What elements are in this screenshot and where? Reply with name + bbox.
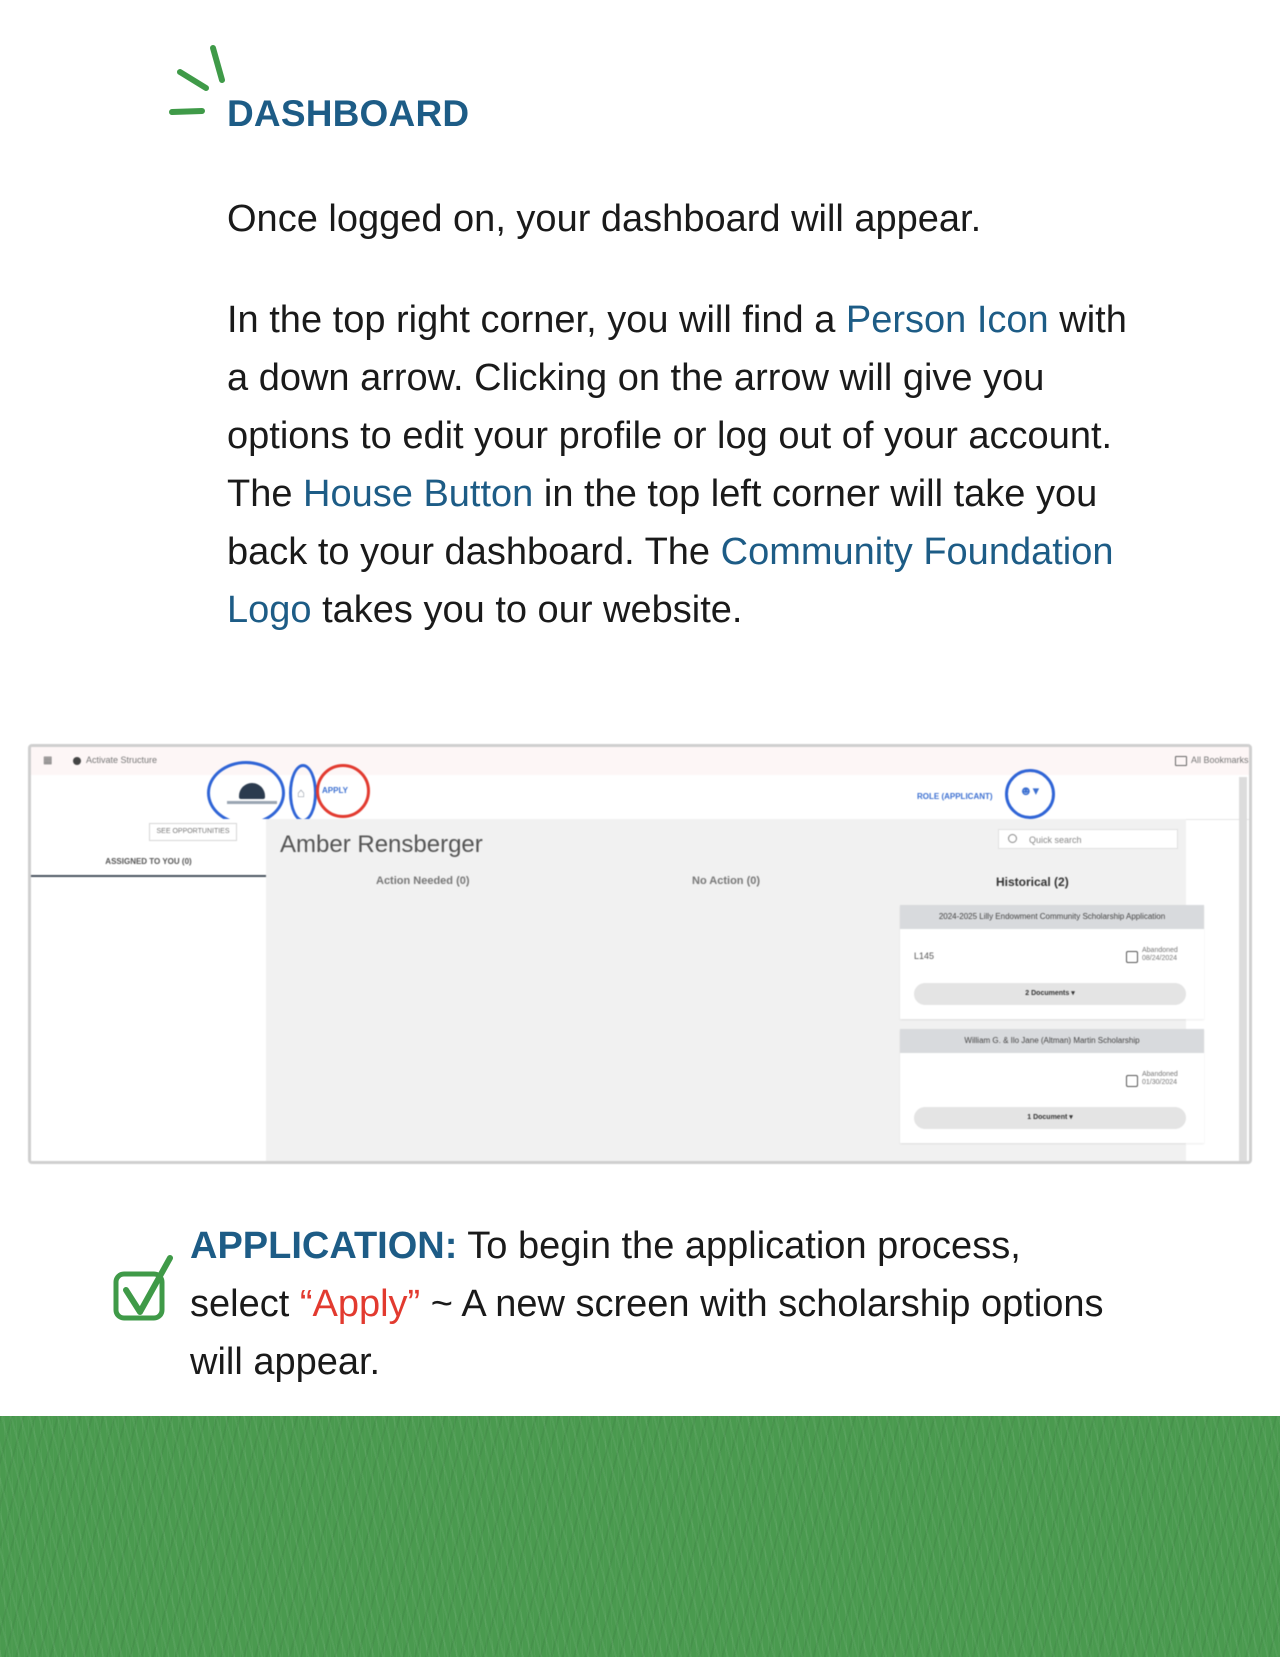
card-status-date: 01/30/2024	[1142, 1079, 1178, 1086]
quick-search-input: Quick search	[998, 829, 1178, 849]
logo-term: Community Foundation Logo	[227, 531, 1114, 631]
chevron-down-icon: ▾	[1069, 1114, 1073, 1121]
apply-highlight-circle	[316, 764, 370, 818]
card-status-label: Abandoned	[1142, 947, 1178, 954]
chevron-down-icon: ▾	[1071, 990, 1075, 997]
house-icon: ⌂	[297, 785, 305, 800]
card-title: 2024-2025 Lilly Endowment Community Scholarship Application	[900, 905, 1204, 929]
site-favicon-icon	[73, 757, 81, 765]
card-status	[1142, 947, 1178, 963]
card-code: L145	[914, 951, 935, 961]
column-historical: Historical (2)	[996, 875, 1069, 889]
house-highlight-circle	[289, 764, 317, 822]
application-card	[900, 1029, 1204, 1143]
documents-label: 2 Documents	[1025, 990, 1070, 997]
card-title: William G. & Ilo Jane (Altman) Martin Scholarship	[900, 1029, 1204, 1053]
card-status-date: 08/24/2024	[1142, 955, 1178, 962]
sidebar	[31, 819, 266, 1164]
application-label: APPLICATION:	[190, 1225, 458, 1267]
dashboard-main	[266, 819, 1186, 1164]
search-icon	[1008, 834, 1017, 843]
calendar-icon	[1126, 951, 1138, 963]
apps-grid-icon: ▦	[43, 755, 53, 766]
documents-button	[914, 983, 1186, 1005]
instructions-part-2: with a down arrow. Clicking on the arrow will give you options to edit your profile or log out of your account. The	[227, 299, 1127, 515]
apply-button: APPLY	[322, 786, 348, 795]
application-card	[900, 905, 1204, 1019]
instructions-part-4: takes you to our website.	[311, 589, 743, 631]
checkbox-check-icon	[112, 1254, 178, 1334]
bookmarks-label: All Bookmarks	[1191, 755, 1249, 765]
section-heading: DASHBOARD	[227, 93, 470, 134]
apply-term: “Apply”	[299, 1283, 421, 1325]
assigned-tab: ASSIGNED TO YOU (0)	[105, 857, 192, 866]
application-text	[190, 1217, 1130, 1391]
documents-button	[914, 1107, 1186, 1129]
tab-underline	[31, 875, 266, 877]
calendar-icon	[1126, 1075, 1138, 1087]
house-button-term: House Button	[303, 473, 534, 515]
column-no-action: No Action (0)	[692, 875, 761, 887]
application-part-2: ~ A new screen with scholarship options will appear.	[190, 1283, 1104, 1383]
column-action-needed: Action Needed (0)	[376, 875, 470, 887]
instructions-part-1: In the top right corner, you will find a	[227, 299, 846, 341]
see-opportunities-button: SEE OPPORTUNITIES	[149, 823, 237, 841]
instructions-text	[227, 291, 1157, 639]
role-label: ROLE (APPLICANT)	[917, 792, 993, 801]
grass-footer	[0, 1416, 1280, 1657]
logo-highlight-circle	[207, 761, 285, 825]
documents-label: 1 Document	[1027, 1114, 1068, 1121]
application-part-1: To begin the application process, select	[190, 1225, 1021, 1325]
scrollbar	[1239, 777, 1247, 1162]
folder-icon	[1175, 756, 1187, 766]
person-highlight-circle	[1005, 769, 1055, 819]
user-name: Amber Rensberger	[280, 831, 483, 858]
card-status	[1142, 1071, 1178, 1087]
instructions-part-3: in the top left corner will take you back to your dashboard. The	[227, 473, 1098, 573]
card-status-label: Abandoned	[1142, 1071, 1178, 1078]
person-icon-term: Person Icon	[845, 299, 1049, 341]
person-icon: ☻▾	[1019, 783, 1040, 798]
intro-text: Once logged on, your dashboard will appear.	[227, 198, 982, 240]
browser-bar	[31, 747, 1249, 776]
browser-tab-title: Activate Structure	[86, 755, 158, 765]
dashboard-screenshot	[28, 744, 1252, 1164]
